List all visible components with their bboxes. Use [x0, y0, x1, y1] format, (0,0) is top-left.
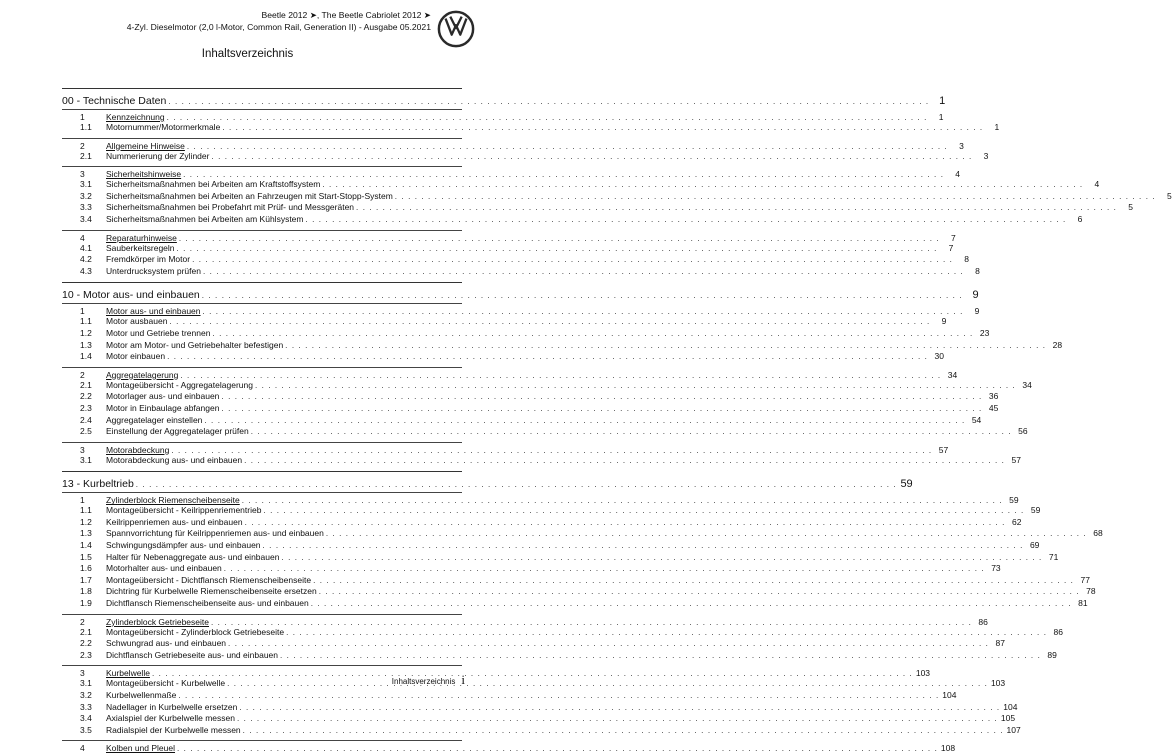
- toc-page-number: 104: [942, 690, 957, 700]
- toc-leader-dots: [168, 97, 929, 106]
- table-of-contents: [62, 88, 1172, 753]
- toc-entry[interactable]: [62, 179, 1100, 191]
- toc-section[interactable]: [62, 442, 949, 455]
- toc-number: 3.3: [80, 701, 92, 712]
- toc-title: Sicherheitsmaßnahmen bei Arbeiten am Kühlsystem: [106, 213, 304, 224]
- toc-entry[interactable]: [62, 701, 1018, 714]
- toc-page-number: 5: [1128, 202, 1133, 213]
- toc-page-number: 30: [934, 351, 944, 362]
- toc-entry[interactable]: [62, 563, 1001, 575]
- toc-leader-dots: [322, 180, 1083, 189]
- toc-title: Fremdkörper im Motor: [106, 254, 191, 265]
- toc-number: 2: [80, 369, 85, 380]
- toc-number: 1.9: [80, 598, 92, 609]
- toc-title: Kurbelwelle: [106, 668, 150, 679]
- toc-title: Keilrippenriemen aus- und einbauen: [106, 516, 243, 527]
- toc-page-number: 4: [1094, 179, 1100, 190]
- toc-leader-dots: [203, 267, 964, 276]
- toc-entry[interactable]: [62, 724, 1021, 737]
- toc-number: 1: [80, 112, 85, 122]
- toc-leader-dots: [203, 307, 964, 316]
- toc-title: Sicherheitsmaßnahmen bei Arbeiten an Fahrzeugen mit Start-Stopp-System: [106, 190, 393, 201]
- toc-page-number: 59: [1009, 495, 1019, 506]
- toc-page-number: 3: [959, 140, 964, 151]
- toc-leader-dots: [211, 618, 972, 627]
- toc-page-number: 89: [1047, 649, 1057, 660]
- toc-title: Zylinderblock Riemenscheibenseite: [106, 495, 240, 506]
- toc-leader-dots: [245, 518, 1006, 527]
- toc-leader-dots: [178, 691, 939, 700]
- toc-leader-dots: [187, 142, 948, 151]
- toc-page-number: 103: [990, 678, 1006, 689]
- toc-leader-dots: [183, 170, 944, 179]
- toc-number: 4: [80, 743, 85, 753]
- toc-leader-dots: [136, 480, 897, 489]
- toc-entry[interactable]: [62, 242, 954, 255]
- toc-entry[interactable]: [62, 713, 1016, 725]
- toc-entry[interactable]: [62, 327, 990, 340]
- toc-entry[interactable]: [62, 638, 1005, 650]
- toc-title: Radialspiel der Kurbelwelle messen: [106, 724, 241, 735]
- toc-entry[interactable]: [62, 505, 1041, 517]
- toc-leader-dots: [286, 628, 1047, 637]
- toc-leader-dots: [395, 192, 1156, 201]
- page-title: Inhaltsverzeichnis: [201, 48, 294, 60]
- toc-section[interactable]: [62, 109, 944, 122]
- toc-title: Motor am Motor- und Getriebehalter befestigen: [106, 339, 284, 350]
- toc-page-number: 7: [951, 232, 956, 243]
- toc-page-number: 6: [1077, 213, 1083, 224]
- toc-leader-dots: [152, 669, 913, 678]
- toc-leader-dots: [227, 679, 988, 688]
- toc-page-number: 68: [1093, 528, 1103, 539]
- toc-section[interactable]: [62, 740, 956, 753]
- toc-number: 1.3: [80, 528, 92, 539]
- toc-leader-dots: [204, 416, 965, 425]
- toc-number: 1.1: [80, 122, 92, 132]
- toc-number: 3.2: [80, 190, 92, 201]
- toc-title: Montageübersicht - Kurbelwelle: [106, 678, 226, 689]
- toc-leader-dots: [177, 244, 938, 253]
- toc-entry[interactable]: [62, 351, 944, 363]
- toc-title: Dichtflansch Getriebeseite aus- und einbauen: [106, 649, 278, 660]
- toc-number: 2.3: [80, 649, 92, 660]
- toc-page-number: 69: [1029, 540, 1040, 551]
- toc-title: Spannvorrichtung für Keilrippenriemen aus- und einbauen: [106, 528, 324, 539]
- toc-title: Aggregatelagerung: [106, 369, 179, 380]
- toc-leader-dots: [319, 587, 1080, 596]
- toc-number: 3: [80, 444, 85, 455]
- toc-entry[interactable]: [62, 551, 1059, 564]
- toc-page-number: 105: [1000, 713, 1016, 724]
- toc-page-number: 9: [974, 306, 980, 317]
- toc-leader-dots: [243, 726, 1004, 735]
- toc-page-number: 28: [1052, 339, 1063, 350]
- toc-leader-dots: [285, 341, 1046, 350]
- toc-entry[interactable]: [62, 516, 1022, 529]
- toc-number: 4.1: [80, 242, 92, 253]
- toc-leader-dots: [305, 215, 1066, 224]
- toc-page-number: 81: [1078, 598, 1088, 609]
- toc-number: 2: [80, 140, 85, 151]
- toc-page-number: 23: [979, 327, 990, 338]
- toc-title: Sicherheitsmaßnahmen bei Arbeiten am Kraftstoffsystem: [106, 179, 321, 190]
- toc-page-number: 57: [1011, 454, 1021, 465]
- toc-number: 2.1: [80, 379, 92, 390]
- toc-entry[interactable]: [62, 690, 957, 702]
- toc-title: Motornummer/Motormerkmale: [106, 122, 221, 132]
- toc-entry[interactable]: [62, 528, 1103, 540]
- header-engine-line: 4-Zyl. Dieselmotor (2,0 l-Motor, Common Rail, Generation II) - Ausgabe 05.2021: [126, 21, 431, 32]
- toc-entry[interactable]: [62, 574, 1090, 587]
- toc-number: 3.1: [80, 454, 92, 465]
- toc-title: Sicherheitshinweise: [106, 169, 182, 180]
- toc-entry[interactable]: [62, 540, 1040, 552]
- toc-page-number: 59: [1030, 505, 1041, 516]
- toc-page-number: 103: [915, 668, 931, 679]
- toc-leader-dots: [192, 255, 953, 264]
- toc-title: Schwingungsdämpfer aus- und einbauen: [106, 540, 261, 551]
- toc-leader-dots: [237, 714, 998, 723]
- toc-number: 3.4: [80, 713, 92, 724]
- toc-section[interactable]: [62, 303, 980, 317]
- footer-label: Inhaltsverzeichnis: [391, 677, 456, 686]
- toc-title: Sicherheitsmaßnahmen bei Probefahrt mit Prüf- und Messgeräten: [106, 202, 355, 213]
- toc-entry[interactable]: [62, 586, 1096, 598]
- toc-leader-dots: [212, 329, 973, 338]
- toc-title: Nummerierung der Zylinder: [106, 150, 210, 161]
- toc-leader-dots: [211, 152, 972, 161]
- toc-leader-dots: [222, 123, 983, 132]
- toc-number: 1.2: [80, 516, 92, 527]
- toc-leader-dots: [326, 529, 1087, 538]
- toc-title: Schwungrad aus- und einbauen: [106, 638, 227, 649]
- toc-page-number: 86: [1053, 626, 1064, 637]
- toc-page-number: 9: [972, 289, 979, 302]
- toc-title: Allgemeine Hinweise: [106, 140, 185, 151]
- toc-leader-dots: [311, 599, 1072, 608]
- toc-entry[interactable]: [62, 649, 1057, 662]
- toc-title: Montageübersicht - Keilrippenriementrieb: [106, 505, 262, 516]
- toc-number: 2.2: [80, 391, 92, 402]
- toc-leader-dots: [180, 371, 941, 380]
- toc-page-number: 78: [1086, 586, 1096, 597]
- toc-entry[interactable]: [62, 254, 969, 266]
- toc-entry[interactable]: [62, 265, 980, 278]
- toc-title: Motorlager aus- und einbauen: [106, 391, 220, 402]
- toc-number: 2.1: [80, 626, 92, 637]
- toc-chapter[interactable]: [62, 88, 946, 107]
- toc-title: Kennzeichnung: [106, 112, 165, 122]
- toc-title: Montageübersicht - Zylinderblock Getriebeseite: [106, 626, 285, 637]
- toc-title: Halter für Nebenaggregate aus- und einbauen: [106, 551, 280, 562]
- toc-title: Axialspiel der Kurbelwelle messen: [106, 713, 235, 724]
- toc-number: 3.5: [80, 724, 92, 735]
- toc-leader-dots: [263, 541, 1024, 550]
- toc-number: 4.2: [80, 254, 92, 265]
- toc-title: 10 - Motor aus- und einbauen: [62, 289, 200, 302]
- toc-leader-dots: [255, 381, 1016, 390]
- toc-page-number: 8: [975, 265, 980, 276]
- toc-number: 1.2: [80, 327, 92, 338]
- toc-leader-dots: [221, 404, 982, 413]
- toc-number: 3.4: [80, 213, 92, 224]
- toc-section[interactable]: [62, 166, 961, 180]
- toc-number: 1.4: [80, 540, 92, 551]
- toc-page-number: 9: [941, 316, 947, 327]
- toc-page-number: 4: [955, 169, 961, 180]
- toc-page-number: 1: [939, 95, 946, 107]
- toc-page-number: 54: [971, 414, 982, 425]
- toc-title: Montageübersicht - Aggregatelagerung: [106, 379, 253, 390]
- toc-leader-dots: [263, 506, 1024, 515]
- toc-leader-dots: [202, 291, 963, 300]
- toc-page-number: 57: [938, 444, 949, 455]
- toc-number: 4: [80, 232, 85, 243]
- toc-number: 1.4: [80, 351, 92, 362]
- toc-number: 4.3: [80, 265, 92, 276]
- toc-number: 1.6: [80, 563, 92, 574]
- toc-number: 2: [80, 616, 85, 627]
- toc-number: 1.5: [80, 551, 92, 562]
- toc-title: Motor in Einbaulage abfangen: [106, 402, 220, 413]
- toc-page-number: 108: [940, 743, 956, 753]
- toc-title: Kolben und Pleuel: [106, 743, 176, 753]
- toc-title: Motorabdeckung: [106, 444, 170, 455]
- toc-page-number: 56: [1018, 426, 1028, 437]
- toc-leader-dots: [313, 576, 1074, 585]
- toc-leader-dots: [171, 446, 932, 455]
- toc-leader-dots: [167, 113, 928, 122]
- page-header: [0, 8, 495, 60]
- toc-number: 1.1: [80, 505, 92, 516]
- toc-entry[interactable]: [62, 316, 947, 328]
- toc-number: 3: [80, 169, 85, 180]
- toc-entry[interactable]: [62, 339, 1063, 352]
- toc-page-number: 7: [948, 242, 954, 253]
- toc-entry[interactable]: [62, 454, 1021, 467]
- toc-leader-dots: [167, 352, 928, 361]
- toc-leader-dots: [221, 392, 982, 401]
- header-model-line: Beetle 2012 ➤, The Beetle Cabriolet 2012 ➤: [261, 10, 431, 20]
- toc-entry[interactable]: [62, 190, 1172, 203]
- toc-title: Motorabdeckung aus- und einbauen: [106, 454, 243, 465]
- toc-number: 1: [80, 495, 85, 506]
- toc-leader-dots: [244, 456, 1005, 465]
- toc-page-number: 87: [995, 638, 1005, 649]
- toc-number: 3.1: [80, 678, 92, 689]
- toc-page-number: 86: [978, 616, 988, 627]
- toc-page-number: 34: [947, 369, 958, 380]
- toc-page-number: 77: [1080, 574, 1090, 585]
- toc-page-number: 107: [1006, 724, 1021, 735]
- toc-title: Aggregatelager einstellen: [106, 414, 203, 425]
- toc-page-number: 1: [994, 122, 1000, 132]
- toc-page-number: 34: [1022, 379, 1032, 390]
- toc-section[interactable]: [62, 614, 988, 627]
- toc-page-number: 36: [988, 391, 999, 402]
- toc-leader-dots: [239, 703, 1000, 712]
- toc-number: 3.2: [80, 690, 92, 700]
- toc-entry[interactable]: [62, 626, 1064, 639]
- toc-title: 13 - Kurbeltrieb: [62, 478, 134, 491]
- toc-number: 1.1: [80, 316, 92, 327]
- toc-title: Unterdrucksystem prüfen: [106, 265, 201, 276]
- toc-number: 2.1: [80, 150, 92, 161]
- toc-page-number: 73: [991, 563, 1001, 574]
- toc-leader-dots: [228, 639, 989, 648]
- toc-leader-dots: [280, 651, 1041, 660]
- toc-section[interactable]: [62, 230, 956, 243]
- toc-title: Motorhalter aus- und einbauen: [106, 563, 222, 574]
- toc-number: 2.3: [80, 402, 92, 413]
- toc-entry[interactable]: [62, 150, 989, 163]
- toc-number: 1: [80, 306, 85, 317]
- vw-logo-icon: [437, 10, 475, 48]
- toc-entry[interactable]: [62, 414, 982, 427]
- toc-page-number: 45: [988, 402, 999, 413]
- toc-title: Motor und Getriebe trennen: [106, 327, 211, 338]
- toc-page-number: 8: [964, 254, 969, 265]
- toc-leader-dots: [177, 744, 938, 753]
- header-text: [127, 10, 431, 33]
- toc-number: 2.5: [80, 426, 92, 437]
- toc-chapter[interactable]: [62, 282, 979, 302]
- footer-page-number: i: [461, 672, 465, 687]
- toc-leader-dots: [169, 317, 930, 326]
- toc-leader-dots: [281, 553, 1042, 562]
- toc-title: Dichtring für Kurbelwelle Riemenscheibenseite ersetzen: [106, 586, 317, 597]
- toc-title: Nadellager in Kurbelwelle ersetzen: [106, 701, 238, 712]
- toc-title: Motor ausbauen: [106, 316, 168, 327]
- toc-number: 2.2: [80, 638, 92, 649]
- toc-chapter[interactable]: [62, 471, 913, 491]
- toc-leader-dots: [224, 564, 985, 573]
- toc-leader-dots: [179, 234, 940, 243]
- toc-entry[interactable]: [62, 598, 1088, 610]
- toc-number: 1.8: [80, 586, 92, 597]
- toc-page-number: 62: [1012, 516, 1022, 527]
- toc-section[interactable]: [62, 367, 958, 380]
- toc-page-number: 59: [900, 478, 913, 491]
- toc-page-number: 104: [1003, 701, 1018, 712]
- toc-section[interactable]: [62, 138, 964, 151]
- toc-page-number: 5: [1166, 190, 1172, 201]
- toc-entry[interactable]: [62, 391, 999, 403]
- toc-leader-dots: [356, 203, 1117, 212]
- toc-title: Motor einbauen: [106, 351, 166, 362]
- toc-page-number: 71: [1048, 551, 1059, 562]
- toc-number: 3.1: [80, 179, 92, 190]
- page-footer: [392, 672, 465, 688]
- toc-title: Dichtflansch Riemenscheibenseite aus- und einbauen: [106, 598, 309, 609]
- toc-number: 3.3: [80, 202, 92, 213]
- toc-page-number: 3: [983, 150, 989, 161]
- toc-number: 2.4: [80, 414, 92, 425]
- toc-number: 1.3: [80, 339, 92, 350]
- toc-section[interactable]: [62, 492, 1019, 506]
- toc-title: Montageübersicht - Dichtflansch Riemenscheibenseite: [106, 574, 312, 585]
- toc-number: 3: [80, 668, 85, 679]
- toc-title: Kurbelwellenmaße: [106, 690, 177, 700]
- toc-entry[interactable]: [62, 202, 1133, 214]
- toc-title: Einstellung der Aggregatelager prüfen: [106, 426, 249, 437]
- toc-entry[interactable]: [62, 122, 1000, 134]
- toc-number: 1.7: [80, 574, 92, 585]
- toc-leader-dots: [242, 496, 1003, 505]
- toc-title: Zylinderblock Getriebeseite: [106, 616, 209, 627]
- toc-leader-dots: [251, 427, 1012, 436]
- toc-page-number: 1: [938, 112, 944, 122]
- toc-entry[interactable]: [62, 426, 1028, 438]
- toc-title: 00 - Technische Daten: [62, 95, 167, 107]
- toc-entry[interactable]: [62, 213, 1083, 226]
- toc-entry[interactable]: [62, 379, 1032, 392]
- toc-entry[interactable]: [62, 402, 999, 415]
- toc-title: Motor aus- und einbauen: [106, 306, 201, 317]
- toc-title: Reparaturhinweise: [106, 232, 177, 243]
- toc-title: Sauberkeitsregeln: [106, 242, 175, 253]
